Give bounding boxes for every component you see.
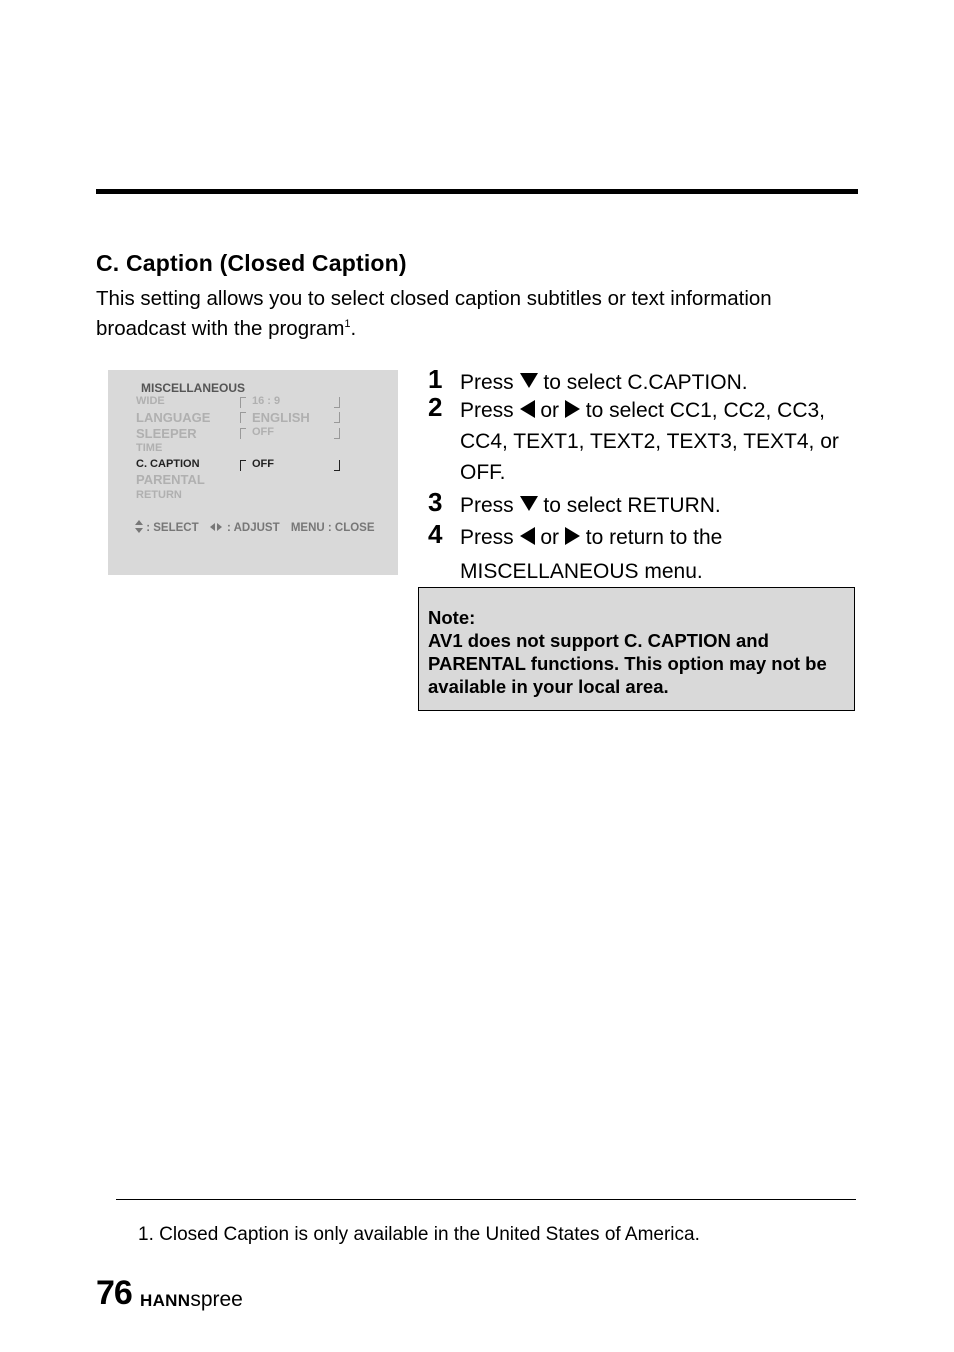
brand-bold: HANN (140, 1291, 191, 1310)
bracket-left (240, 428, 246, 439)
osd-label: PARENTAL (136, 472, 205, 487)
osd-label: RETURN (136, 489, 182, 501)
help-adjust: : ADJUST (227, 522, 280, 534)
osd-label: WIDE (136, 395, 165, 407)
step-text (460, 490, 860, 521)
osd-value: ENGLISH (252, 410, 310, 425)
step-or: or (540, 399, 560, 422)
osd-row-return (136, 489, 396, 505)
step-instruction: to select C.CAPTION. (543, 371, 748, 394)
step-press: Press (460, 371, 514, 394)
step-instruction: to select RETURN. (543, 494, 721, 517)
footnote-ref: 1 (344, 318, 351, 331)
bracket-right (334, 428, 340, 439)
intro-end: . (350, 317, 357, 340)
step-text (460, 522, 860, 587)
step-text (460, 395, 860, 488)
step-text (460, 367, 860, 398)
osd-row-language (136, 410, 396, 426)
brand-light: spree (190, 1288, 243, 1311)
intro-paragraph (96, 284, 866, 344)
step-instruction: to return to the (585, 526, 723, 549)
left-right-arrows-icon (210, 522, 224, 532)
down-arrow-icon (520, 496, 538, 511)
bracket-left (240, 412, 246, 423)
step-number: 3 (428, 487, 443, 517)
bracket-left (240, 460, 246, 471)
osd-row-time (136, 442, 396, 458)
left-arrow-icon (520, 400, 535, 418)
osd-menu-screenshot (108, 370, 398, 575)
left-arrow-icon (520, 527, 535, 545)
help-select: : SELECT (146, 522, 199, 534)
right-arrow-icon (565, 400, 580, 418)
footnote-rule (116, 1199, 856, 1200)
step-number: 4 (428, 519, 443, 549)
step-or: or (540, 526, 560, 549)
osd-menu-title: MISCELLANEOUS (141, 381, 246, 395)
osd-row-parental (136, 472, 396, 488)
brand-logo (140, 1288, 243, 1312)
bracket-left (240, 397, 246, 408)
section-title: C. Caption (Closed Caption) (96, 250, 407, 276)
osd-value: 16 : 9 (252, 395, 281, 407)
bracket-right (334, 412, 340, 423)
osd-value: OFF (252, 426, 274, 438)
page-number: 76 (96, 1274, 132, 1312)
step-number: 2 (428, 392, 443, 422)
step-instruction: to select CC1, CC2, CC3, CC4, TEXT1, TEXT2, TEXT3, TEXT4, or OFF. (460, 399, 839, 484)
step-instruction-cont: MISCELLANEOUS menu. (460, 560, 703, 583)
step-press: Press (460, 526, 514, 549)
osd-row-sleeper (136, 426, 396, 442)
osd-value: OFF (252, 458, 274, 470)
right-arrow-icon (565, 527, 580, 545)
note-box (418, 587, 855, 711)
bracket-right (334, 397, 340, 408)
footnote: 1. Closed Caption is only available in the United States of America. (138, 1224, 700, 1245)
note-body: AV1 does not support C. CAPTION and PARENTAL functions. This option may not be available in your local area. (428, 630, 827, 697)
step-press: Press (460, 494, 514, 517)
osd-label: LANGUAGE (136, 410, 211, 425)
down-arrow-icon (520, 373, 538, 388)
step-number: 1 (428, 364, 443, 394)
bracket-right (334, 460, 340, 471)
osd-label: C. CAPTION (136, 458, 200, 470)
intro-text: This setting allows you to select closed caption subtitles or text information broadcast with the program (96, 287, 772, 340)
help-close: MENU : CLOSE (290, 522, 375, 534)
step-press: Press (460, 399, 514, 422)
note-title: Note: (428, 607, 476, 628)
osd-row-wide (136, 395, 396, 411)
osd-help-bar (135, 520, 375, 534)
osd-label: TIME (136, 442, 163, 454)
osd-label: SLEEPER (136, 426, 197, 441)
top-rule (96, 189, 858, 194)
up-down-arrows-icon (135, 520, 143, 534)
